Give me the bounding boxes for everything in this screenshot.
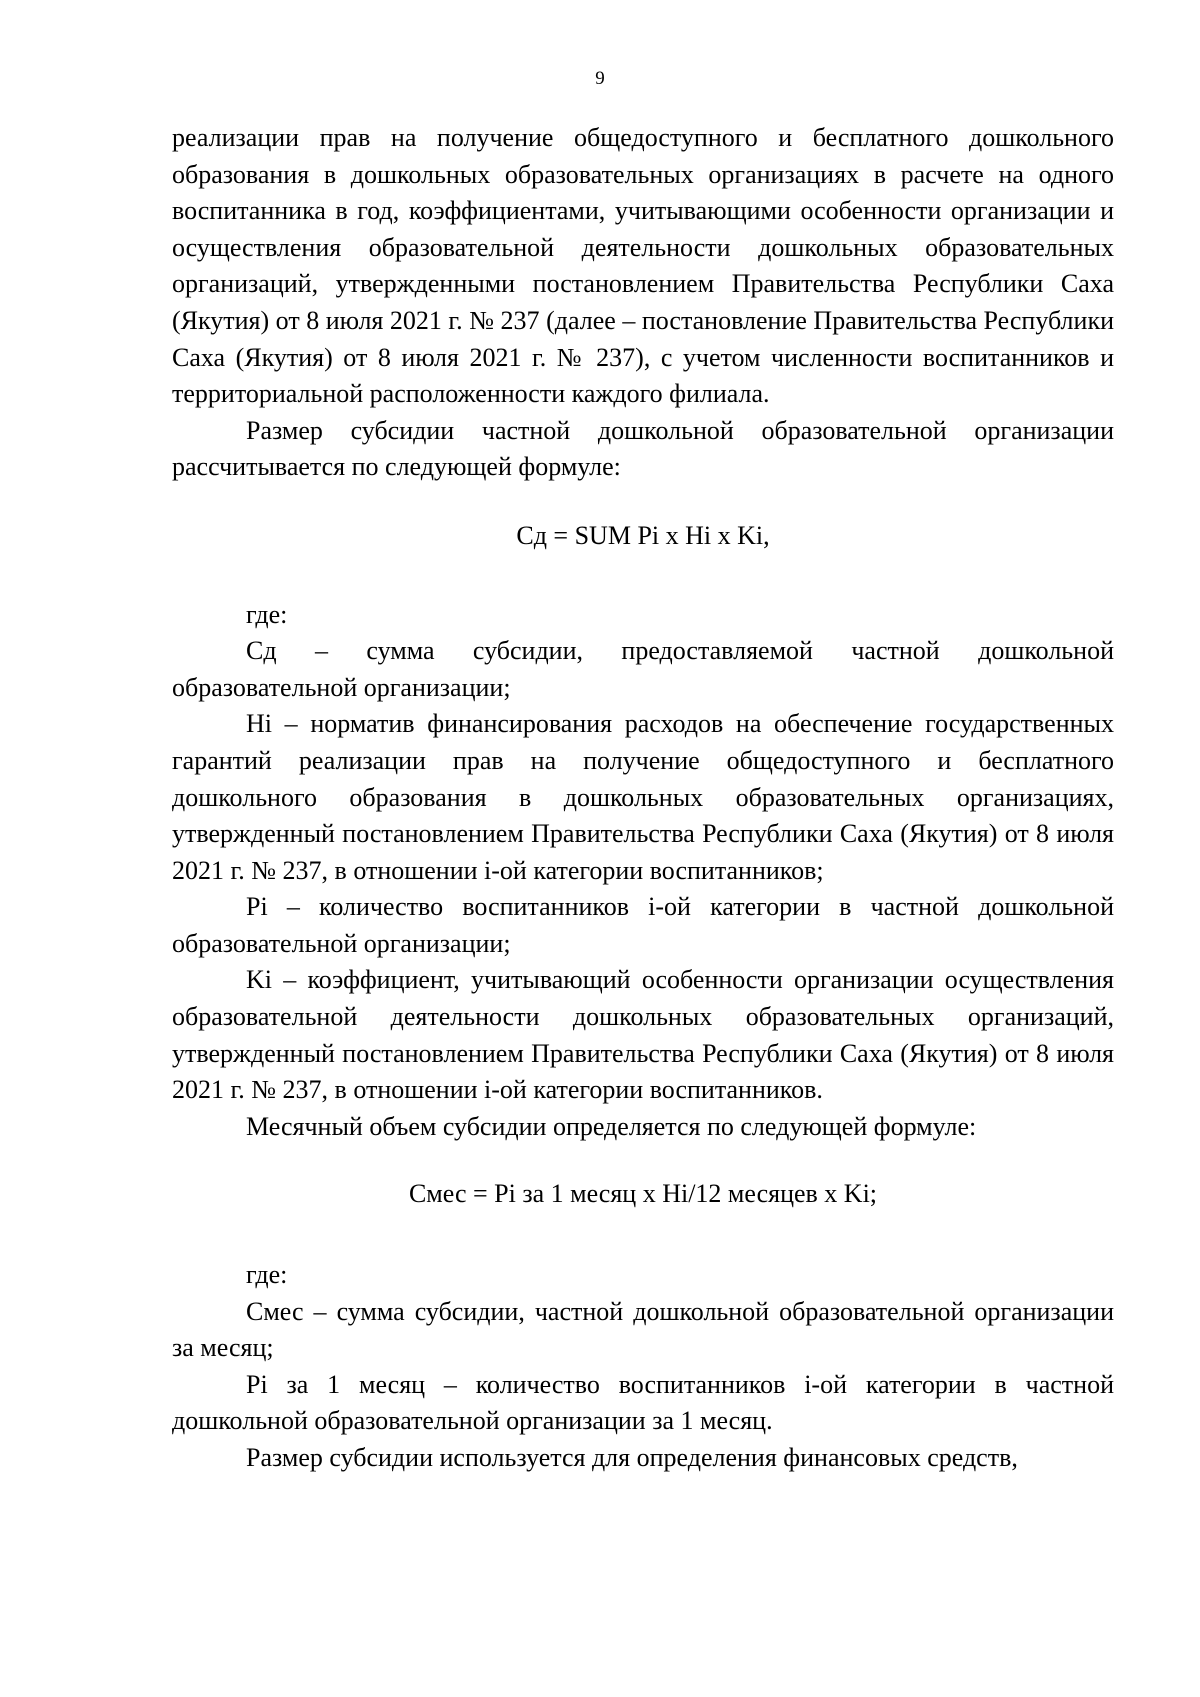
definition-smes: Смес – сумма субсидии, частной дошкольной образовательной организации за месяц;	[172, 1296, 1114, 1363]
where-label: где:	[246, 599, 288, 629]
paragraph-subsidy-usage: Размер субсидии используется для определения финансовых средств,	[246, 1443, 1018, 1472]
definition-sd: Сд – сумма субсидии, предоставляемой частной дошкольной образовательной организации;	[172, 636, 1114, 702]
paragraph-monthly-formula-intro: Месячный объем субсидии определяется по следующей формуле:	[246, 1111, 977, 1141]
definition-hi: Hi – норматив финансирования расходов на обеспечение государственных гарантий реализации прав на получение общедоступного и бесплатного дошкольного образования в дошкольных образовательных организациях, утвержденный постановлением Правительства Республики Саха (Якутия) от 8 июля 2021 г. № 237, в отношении i-ой категории воспитанников;	[172, 709, 1114, 885]
definition-pi: Pi – количество воспитанников i-ой категории в частной дошкольной образовательной организации;	[172, 892, 1114, 958]
formula-monthly-subsidy: Смес = Pi за 1 месяц x Hi/12 месяцев x Ki;	[408, 1179, 878, 1209]
where-label-2: где:	[246, 1260, 288, 1290]
paragraph-subsidy-formula-intro: Размер субсидии частной дошкольной образовательной организации рассчитывается по следующей формуле:	[172, 415, 1114, 482]
paragraph-continuation: реализации прав на получение общедоступного и бесплатного дошкольного образования в дошкольных образовательных организациях в расчете на одного воспитанника в год, коэффициентами, учитывающими особенности организации и осуществления образовательной деятельности дошкольных образовательных организаций, утвержденными постановлением Правительства Республики Саха (Якутия) от 8 июля 2021 г. № 237 (далее – постановление Правительства Республики Саха (Якутия) от 8 июля 2021 г. № 237), с учетом численности воспитанников и территориальной расположенности каждого филиала.	[172, 123, 1114, 409]
document-body	[172, 120, 1114, 1477]
definition-ki: Ki – коэффициент, учитывающий особенности организации осуществления образовательной деятельности дошкольных образовательных организаций, утвержденный постановлением Правительства Республики Саха (Якутия) от 8 июля 2021 г. № 237, в отношении i-ой категории воспитанников.	[172, 965, 1114, 1105]
page-number: 9	[595, 68, 605, 89]
definition-pi-month: Pi за 1 месяц – количество воспитанников i-ой категории в частной дошкольной образовательной организации за 1 месяц.	[172, 1369, 1114, 1436]
formula-annual-subsidy: Сд = SUM Pi x Hi x Ki,	[516, 520, 770, 550]
